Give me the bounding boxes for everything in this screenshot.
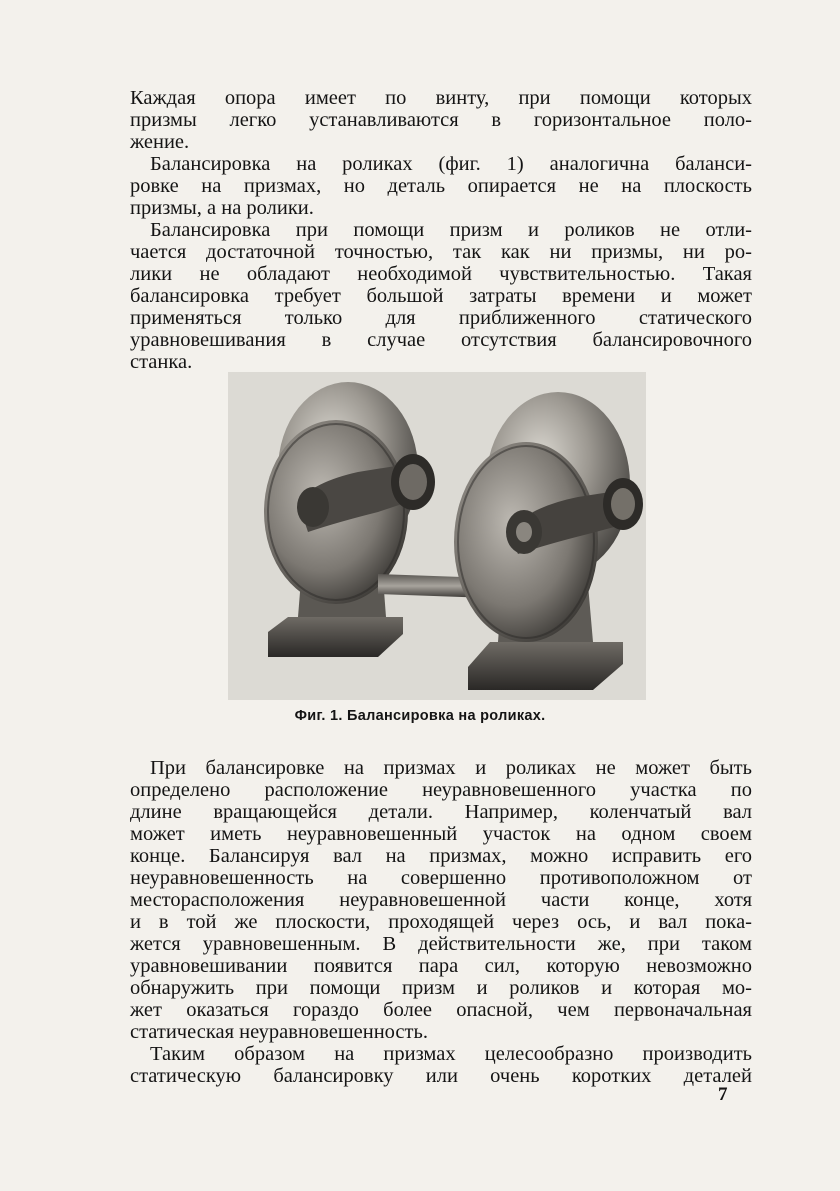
text-line: статическую балансировку или очень коротких деталей — [130, 1065, 752, 1087]
figure-caption: Фиг. 1. Балансировка на роликах. — [294, 708, 546, 724]
text-line: Таким образом на призмах целесообразно производить — [150, 1043, 752, 1065]
roller-balancing-photo — [228, 372, 646, 700]
text-line: и в той же плоскости, проходящей через ось, и вал пока- — [130, 911, 752, 933]
text-line: Балансировка на роликах (фиг. 1) аналогична баланси- — [150, 153, 752, 175]
text-line: При балансировке на призмах и роликах не может быть — [150, 757, 752, 779]
text-line: уравновешивания в случае отсутствия балансировочного — [130, 329, 752, 351]
text-line: может иметь неуравновешенный участок на одном своем — [130, 823, 752, 845]
text-line: неуравновешенность на совершенно противоположном от — [130, 867, 752, 889]
text-line: применяться только для приближенного статического — [130, 307, 752, 329]
text-line: балансировка требует большой затраты времени и может — [130, 285, 752, 307]
text-line: жет оказаться гораздо более опасной, чем первоначальная — [130, 999, 752, 1021]
text-block-top — [130, 87, 752, 373]
text-line: месторасположения неуравновешенной части конце, хотя — [130, 889, 752, 911]
text-line: станка. — [130, 351, 193, 373]
text-line: ровке на призмах, но деталь опирается не на плоскость — [130, 175, 752, 197]
text-line: жется уравновешенным. В действительности же, при таком — [130, 933, 752, 955]
text-block-bottom — [130, 757, 752, 1087]
text-line: призмы, а на ролики. — [130, 197, 314, 219]
text-line: чается достаточной точностью, так как ни призмы, ни ро- — [130, 241, 752, 263]
text-line: обнаружить при помощи призм и роликов и которая мо- — [130, 977, 752, 999]
text-line: конце. Балансируя вал на призмах, можно исправить его — [130, 845, 752, 867]
text-line: жение. — [130, 131, 190, 153]
text-line: лики не обладают необходимой чувствительностью. Такая — [130, 263, 752, 285]
text-line: длине вращающейся детали. Например, коленчатый вал — [130, 801, 752, 823]
text-line: призмы легко устанавливаются в горизонтальное поло- — [130, 109, 752, 131]
page-number: 7 — [718, 1084, 728, 1105]
text-line: уравновешивании появится пара сил, которую невозможно — [130, 955, 752, 977]
text-line: Каждая опора имеет по винту, при помощи которых — [130, 87, 752, 109]
text-line: определено расположение неуравновешенного участка по — [130, 779, 752, 801]
text-line: статическая неуравновешенность. — [130, 1021, 428, 1043]
text-line: Балансировка при помощи призм и роликов не отли- — [150, 219, 752, 241]
